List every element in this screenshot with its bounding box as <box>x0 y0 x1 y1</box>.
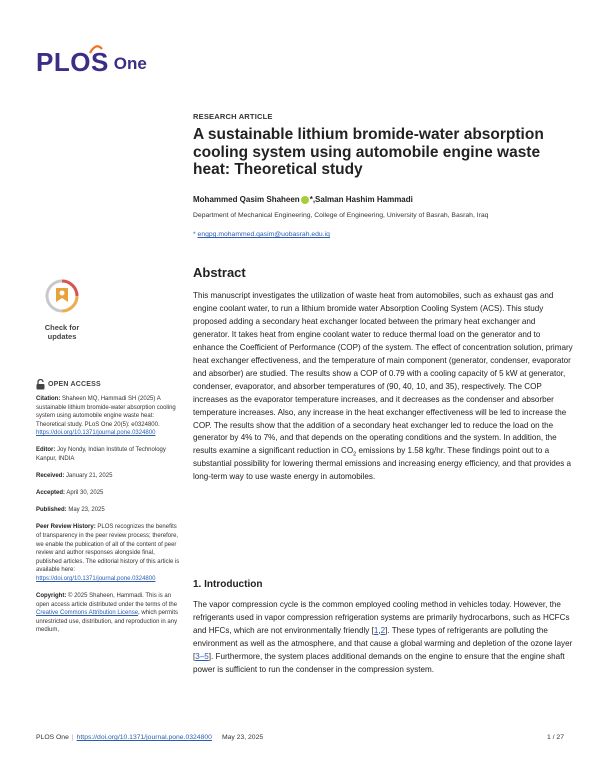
citation-text: Shaheen MQ, Hammadi SH (2025) A sustainable lithium bromide-water absorption cooling system using automobile engine waste heat: Theoretical study. PLoS One 20(5): e0324800. <box>36 396 176 428</box>
page-number: 1 / 27 <box>546 734 564 741</box>
page-footer <box>36 734 564 741</box>
footer-doi-link[interactable]: https://doi.org/10.1371/journal.pone.0324800 <box>76 734 212 741</box>
copyright-text-continued: , which permits unrestricted use, distribution, and reproduction in any medium, <box>36 610 179 634</box>
license-link[interactable]: Creative Commons Attribution License <box>36 610 139 617</box>
reference-link[interactable]: 2 <box>380 626 386 635</box>
copyright-text: © 2025 Shaheen, Hammadi. This is an open access article distributed under the terms of the <box>36 593 178 608</box>
peer-review-link[interactable]: https://doi.org/10.1371/journal.pone.0324800 <box>36 576 156 582</box>
published-date: May 23, 2025 <box>68 507 105 514</box>
received-block <box>36 472 182 481</box>
reference-link[interactable]: 3–5 <box>195 652 209 661</box>
accepted-label: Accepted: <box>36 490 66 497</box>
citation-doi-link[interactable]: https://doi.org/10.1371/journal.pone.0324800 <box>36 430 156 437</box>
abstract-part2: emissions by 1.58 kg/hr. These findings point out to a substantial possibility for lowering thermal emissions and increasing energy efficiency, and that provides a long-term way to use waste energy in automobiles. <box>193 446 572 482</box>
published-label: Published: <box>36 507 67 514</box>
article-metadata-sidebar <box>36 395 182 644</box>
intro-text-2: ]. These types of refrigerants are polluting the environment as well as the atmosphere, and that cause a global warming and depletion of the ozone layer [ <box>193 626 573 661</box>
check-for-updates-badge[interactable] <box>36 278 88 341</box>
journal-logo-text: PLOS <box>36 46 109 77</box>
article-title: A sustainable lithium bromide-water absorption cooling system using automobile engine waste heat: Theoretical study <box>193 126 544 178</box>
intro-text-1: The vapor compression cycle is the common employed cooling method in vehicles today. However, the refrigerants used in vapor compression refrigeration systems are primarily hydrocarbons, such as HCFCs and HFCs, which are not environmentally friendly [ <box>193 600 570 635</box>
citation-label: Citation: <box>36 396 61 402</box>
intro-text-3: ]. Furthermore, the system places additional demands on the engine to ensure that the engine shaft power is sufficient to run the condenser in the compression system. <box>193 652 565 674</box>
journal-logo[interactable] <box>36 46 147 78</box>
introduction-text <box>193 598 573 676</box>
editor-block <box>36 446 182 463</box>
editor-label: Editor: <box>36 447 56 454</box>
check-updates-line1: Check for <box>44 323 80 332</box>
introduction-heading: 1. Introduction <box>193 579 263 590</box>
copyright-block <box>36 592 182 635</box>
published-block <box>36 506 182 515</box>
received-date: January 21, 2025 <box>66 473 113 480</box>
peer-review-text: PLOS recognizes the benefits of transparency in the peer review process; therefore, we enable the publication of all of the content of peer review and author responses alongside final, published articles. The editorial history of this article is available here: <box>36 524 180 574</box>
abstract-text <box>193 290 573 484</box>
open-access-label <box>36 379 101 390</box>
email-link[interactable]: engpg.mohammed.qasim@uobasrah.edu.iq <box>197 231 330 238</box>
affiliation: Department of Mechanical Engineering, College of Engineering, University of Basrah, Basrah, Iraq <box>193 212 489 219</box>
co2-subscript: 2 <box>353 452 357 459</box>
accepted-date: April 30, 2025 <box>66 490 104 497</box>
check-updates-line2: updates <box>47 332 77 341</box>
logo-accent-icon <box>89 44 103 54</box>
journal-logo-subtext: One <box>113 54 147 73</box>
received-label: Received: <box>36 473 65 480</box>
citation-block <box>36 395 182 438</box>
corresponding-email <box>193 231 330 238</box>
abstract-part1: This manuscript investigates the utilization of waste heat from automobiles, such as exhaust gas and engine coolant water, to run a lithium bromide water Absorption Cooling System (ACS). This study proposed adding a secondary heat exchanger located between the primary heat exchanger and generator. It takes heat from engine coolant water to reduce thermal load on the generator and to enhance the Coefficient of Performance (COP) of the system. The effect of concentration solution, primary heat exchanger effectiveness, and the temperature of main component (generator, condenser, evaporator and absorber) are studied. The results show a COP of 0.79 with a cooling capacity of 5 kW at generator, condenser, evaporator, and absorber temperatures of (90, 40, 10, and 35), respectively. The COP increases as the evaporator temperature increases, and it decreases as the condenser and absorber temperature increases. Also, any increase in the heat exchanger effectiveness will be led to increase the COP. The results show that the addition of a secondary heat exchanger led to reduce the load on the generator by 4% to 7%, and that depends on the operating conditions and the system. In addition, the results examine a significant reduction in CO <box>193 291 573 456</box>
open-access-text: OPEN ACCESS <box>48 381 101 388</box>
footer-date: May 23, 2025 <box>221 734 264 741</box>
author-name[interactable]: Mohammed Qasim Shaheen <box>193 195 300 204</box>
accepted-block <box>36 489 182 498</box>
orcid-icon[interactable] <box>301 196 309 204</box>
footer-journal: PLOS One <box>36 734 69 741</box>
author-separator: *, <box>309 195 316 204</box>
abstract-heading: Abstract <box>193 265 246 280</box>
peer-review-block <box>36 523 182 583</box>
editor-text: Joy Nondy, Indian Institute of Technology Kanpur, INDIA <box>36 447 166 463</box>
peer-review-label: Peer Review History: <box>36 524 96 531</box>
copyright-label: Copyright: <box>36 593 67 600</box>
author-list <box>193 195 413 204</box>
open-lock-icon <box>36 379 45 390</box>
reference-link[interactable]: 1 <box>373 626 379 635</box>
corresponding-star: * <box>193 231 196 238</box>
article-type: RESEARCH ARTICLE <box>193 112 273 121</box>
footer-separator: | <box>71 734 74 741</box>
author-name[interactable]: Salman Hashim Hammadi <box>315 195 413 204</box>
reference-separator: , <box>378 626 381 635</box>
check-updates-icon <box>44 278 80 318</box>
